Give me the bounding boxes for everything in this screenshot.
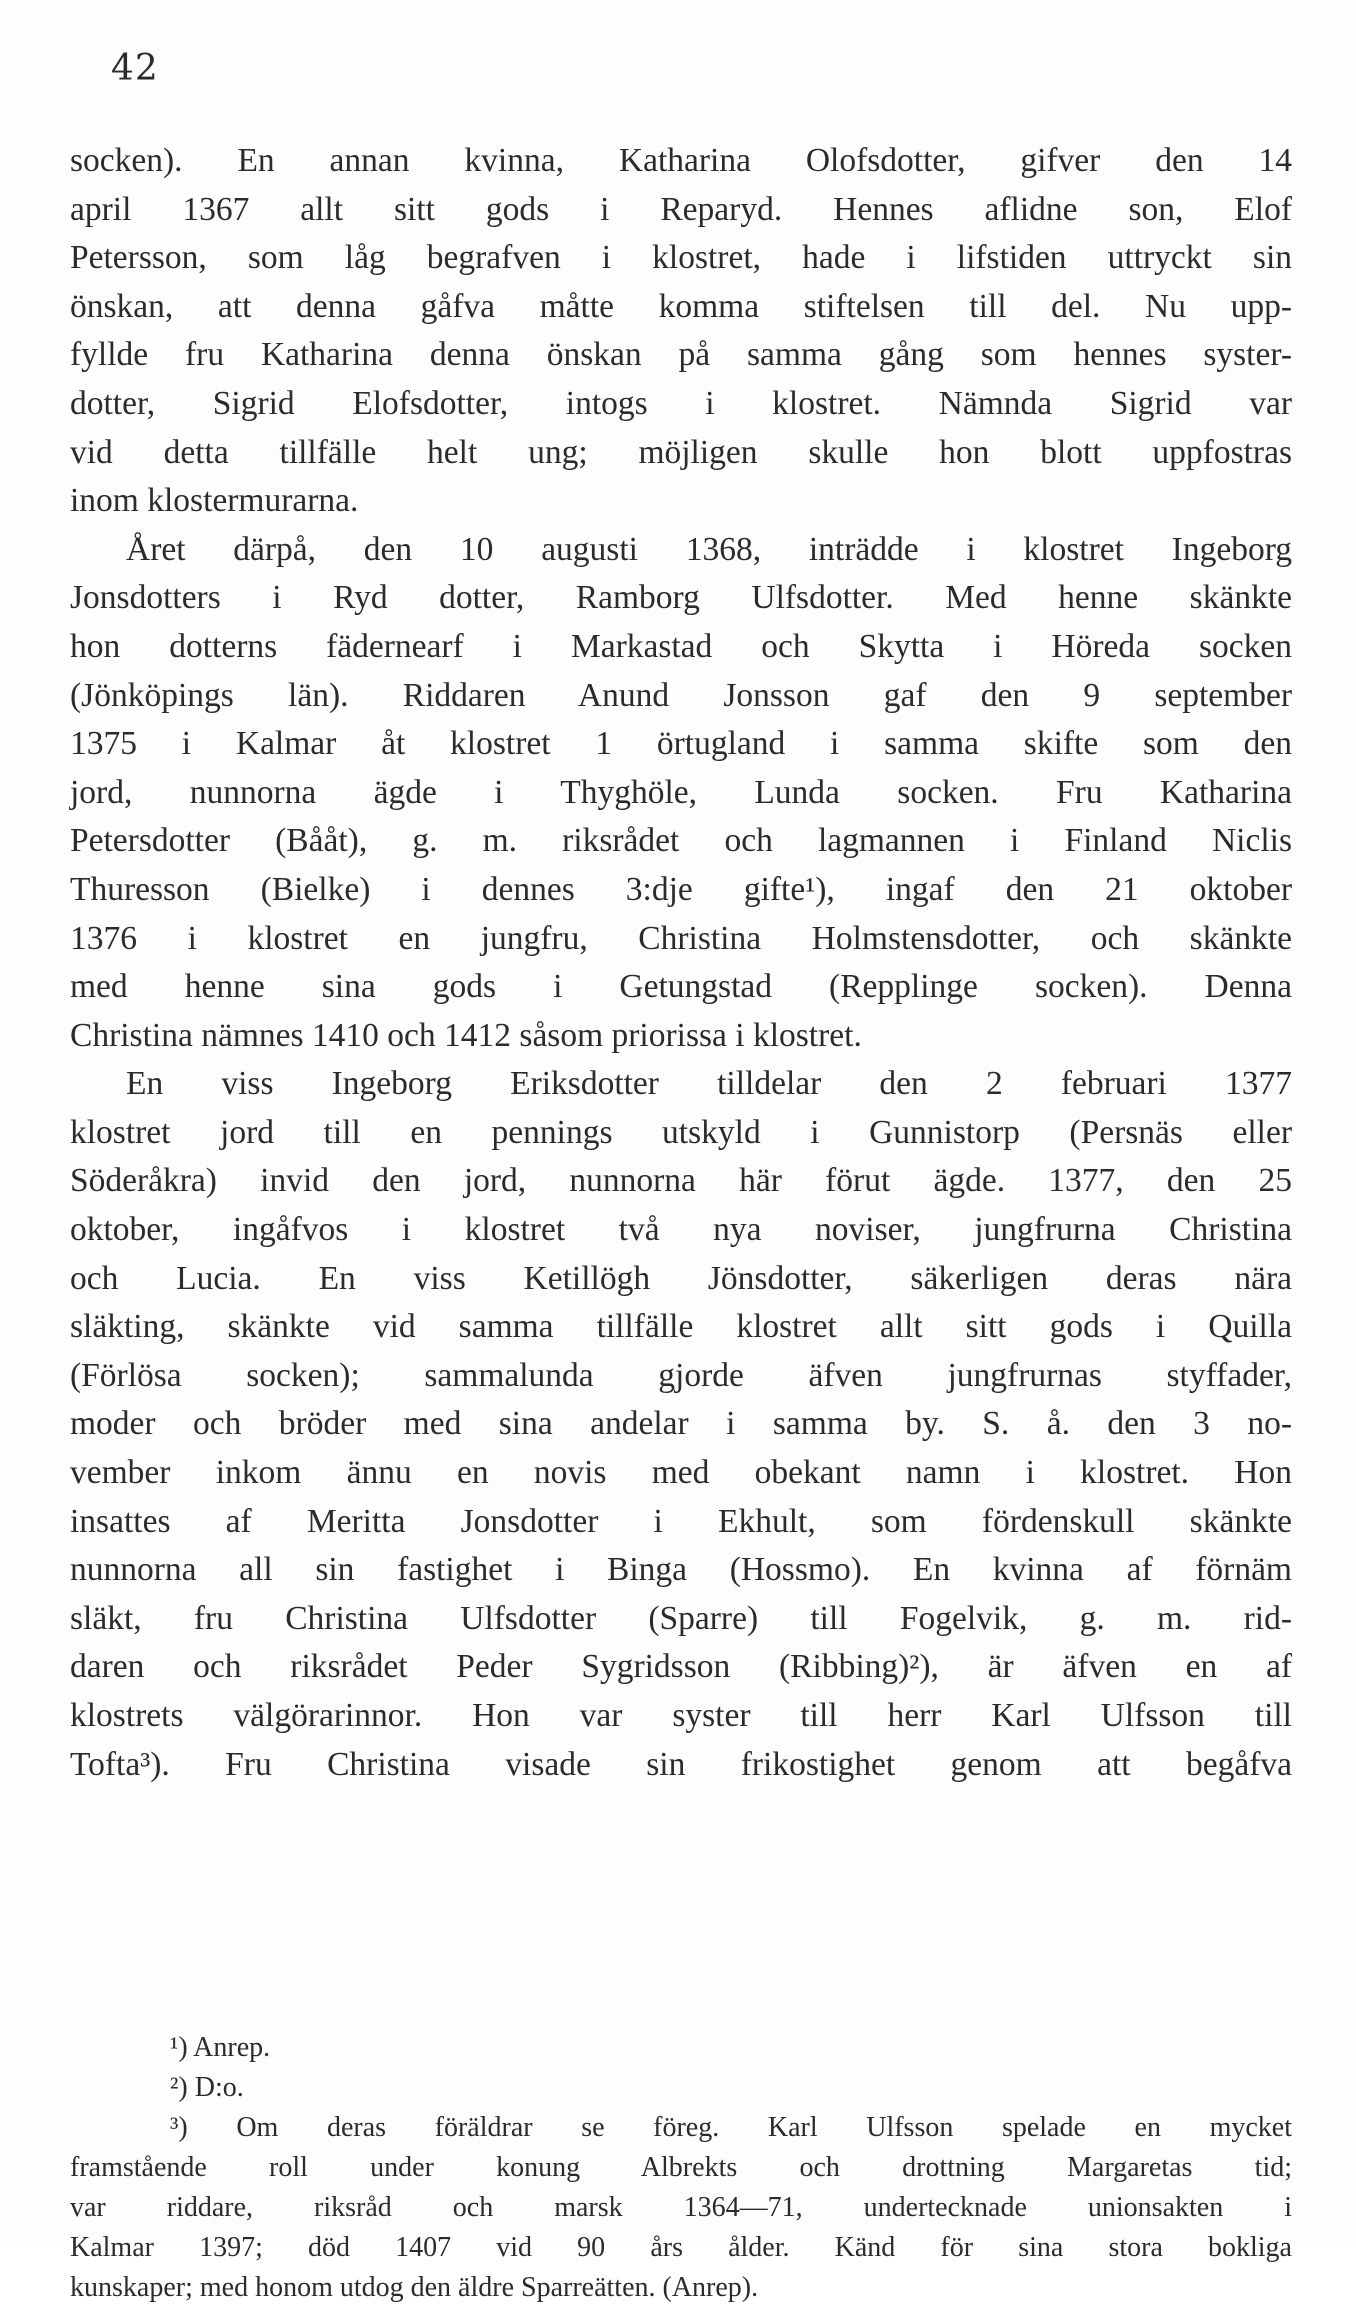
text-line: vid detta tillfälle helt ung; möjligen skulle hon blott uppfostras: [70, 433, 1292, 471]
footnote-line: var riddare, riksråd och marsk 1364—71, undertecknade unionsakten i: [70, 2192, 1292, 2223]
text-line: med henne sina gods i Getungstad (Repplinge socken). Denna: [70, 968, 1292, 1006]
text-line: april 1367 allt sitt gods i Reparyd. Hennes aflidne son, Elof: [70, 190, 1292, 228]
text-line: 1375 i Kalmar åt klostret 1 örtugland i samma skifte som den: [70, 725, 1292, 763]
text-line: Christina nämnes 1410 och 1412 såsom priorissa i klostret.: [70, 1016, 862, 1054]
text-line: vember inkom ännu en novis med obekant namn i klostret. Hon: [70, 1454, 1292, 1492]
text-line: (Förlösa socken); sammalunda gjorde äfven jungfrurnas styffader,: [70, 1356, 1292, 1394]
text-line: fyllde fru Katharina denna önskan på samma gång som hennes syster-: [70, 336, 1292, 374]
text-line: (Jönköpings län). Riddaren Anund Jonsson gaf den 9 september: [70, 676, 1292, 714]
text-line: moder och bröder med sina andelar i samma by. S. å. den 3 no-: [70, 1405, 1292, 1443]
text-line: En viss Ingeborg Eriksdotter tilldelar den 2 februari 1377: [126, 1065, 1292, 1103]
body-text: [70, 137, 1292, 1789]
text-line: klostrets välgörarinnor. Hon var syster till herr Karl Ulfsson till: [70, 1697, 1292, 1734]
text-line: Söderåkra) invid den jord, nunnorna här förut ägde. 1377, den 25: [70, 1162, 1292, 1200]
footnote-line: Kalmar 1397; död 1407 vid 90 års ålder. Känd för sina stora bokliga: [70, 2232, 1292, 2263]
footnote-line: framstående roll under konung Albrekts och drottning Margaretas tid;: [70, 2152, 1292, 2183]
text-line: Jonsdotters i Ryd dotter, Ramborg Ulfsdotter. Med henne skänkte: [70, 579, 1292, 617]
footnote-line: ²) D:o.: [170, 2072, 244, 2103]
text-line: jord, nunnorna ägde i Thyghöle, Lunda socken. Fru Katharina: [70, 773, 1292, 811]
text-line: daren och riksrådet Peder Sygridsson (Ribbing)²), är äfven en af: [70, 1648, 1292, 1686]
footnote-line: ¹) Anrep.: [170, 2032, 271, 2063]
text-line: socken). En annan kvinna, Katharina Olofsdotter, gifver den 14: [70, 142, 1292, 179]
text-line: 1376 i klostret en jungfru, Christina Holmstensdotter, och skänkte: [70, 919, 1292, 957]
text-line: insattes af Meritta Jonsdotter i Ekhult, som fördenskull skänkte: [70, 1502, 1292, 1540]
text-line: oktober, ingåfvos i klostret två nya noviser, jungfrurna Christina: [70, 1211, 1292, 1249]
text-line: släkt, fru Christina Ulfsdotter (Sparre) till Fogelvik, g. m. rid-: [70, 1599, 1292, 1637]
text-line: släkting, skänkte vid samma tillfälle klostret allt sitt gods i Quilla: [70, 1308, 1292, 1346]
footnote-line: ³) Om deras föräldrar se föreg. Karl Ulfsson spelade en mycket: [170, 2112, 1292, 2143]
page-number: 42: [111, 48, 159, 89]
text-line: och Lucia. En viss Ketillögh Jönsdotter, säkerligen deras nära: [70, 1259, 1292, 1297]
text-line: Thuresson (Bielke) i dennes 3:dje gifte¹), ingaf den 21 oktober: [70, 870, 1292, 908]
text-line: Petersdotter (Bååt), g. m. riksrådet och lagmannen i Finland Niclis: [70, 822, 1292, 860]
text-line: dotter, Sigrid Elofsdotter, intogs i klostret. Nämnda Sigrid var: [70, 384, 1292, 422]
text-line: Tofta³). Fru Christina visade sin frikostighet genom att begåfva: [70, 1745, 1292, 1783]
text-line: Året därpå, den 10 augusti 1368, inträdde i klostret Ingeborg: [126, 530, 1292, 568]
footnote-line: kunskaper; med honom utdog den äldre Sparreätten. (Anrep).: [70, 2272, 759, 2303]
text-line: Petersson, som låg begrafven i klostret, hade i lifstiden uttryckt sin: [70, 239, 1292, 277]
footnotes: [70, 2028, 1292, 2308]
text-line: inom klostermurarna.: [70, 482, 359, 520]
text-line: nunnorna all sin fastighet i Binga (Hossmo). En kvinna af förnäm: [70, 1551, 1292, 1589]
text-line: hon dotterns fädernearf i Markastad och Skytta i Höreda socken: [70, 627, 1292, 665]
text-line: önskan, att denna gåfva måtte komma stiftelsen till del. Nu upp-: [70, 287, 1292, 325]
text-line: klostret jord till en pennings utskyld i Gunnistorp (Persnäs eller: [70, 1113, 1292, 1151]
